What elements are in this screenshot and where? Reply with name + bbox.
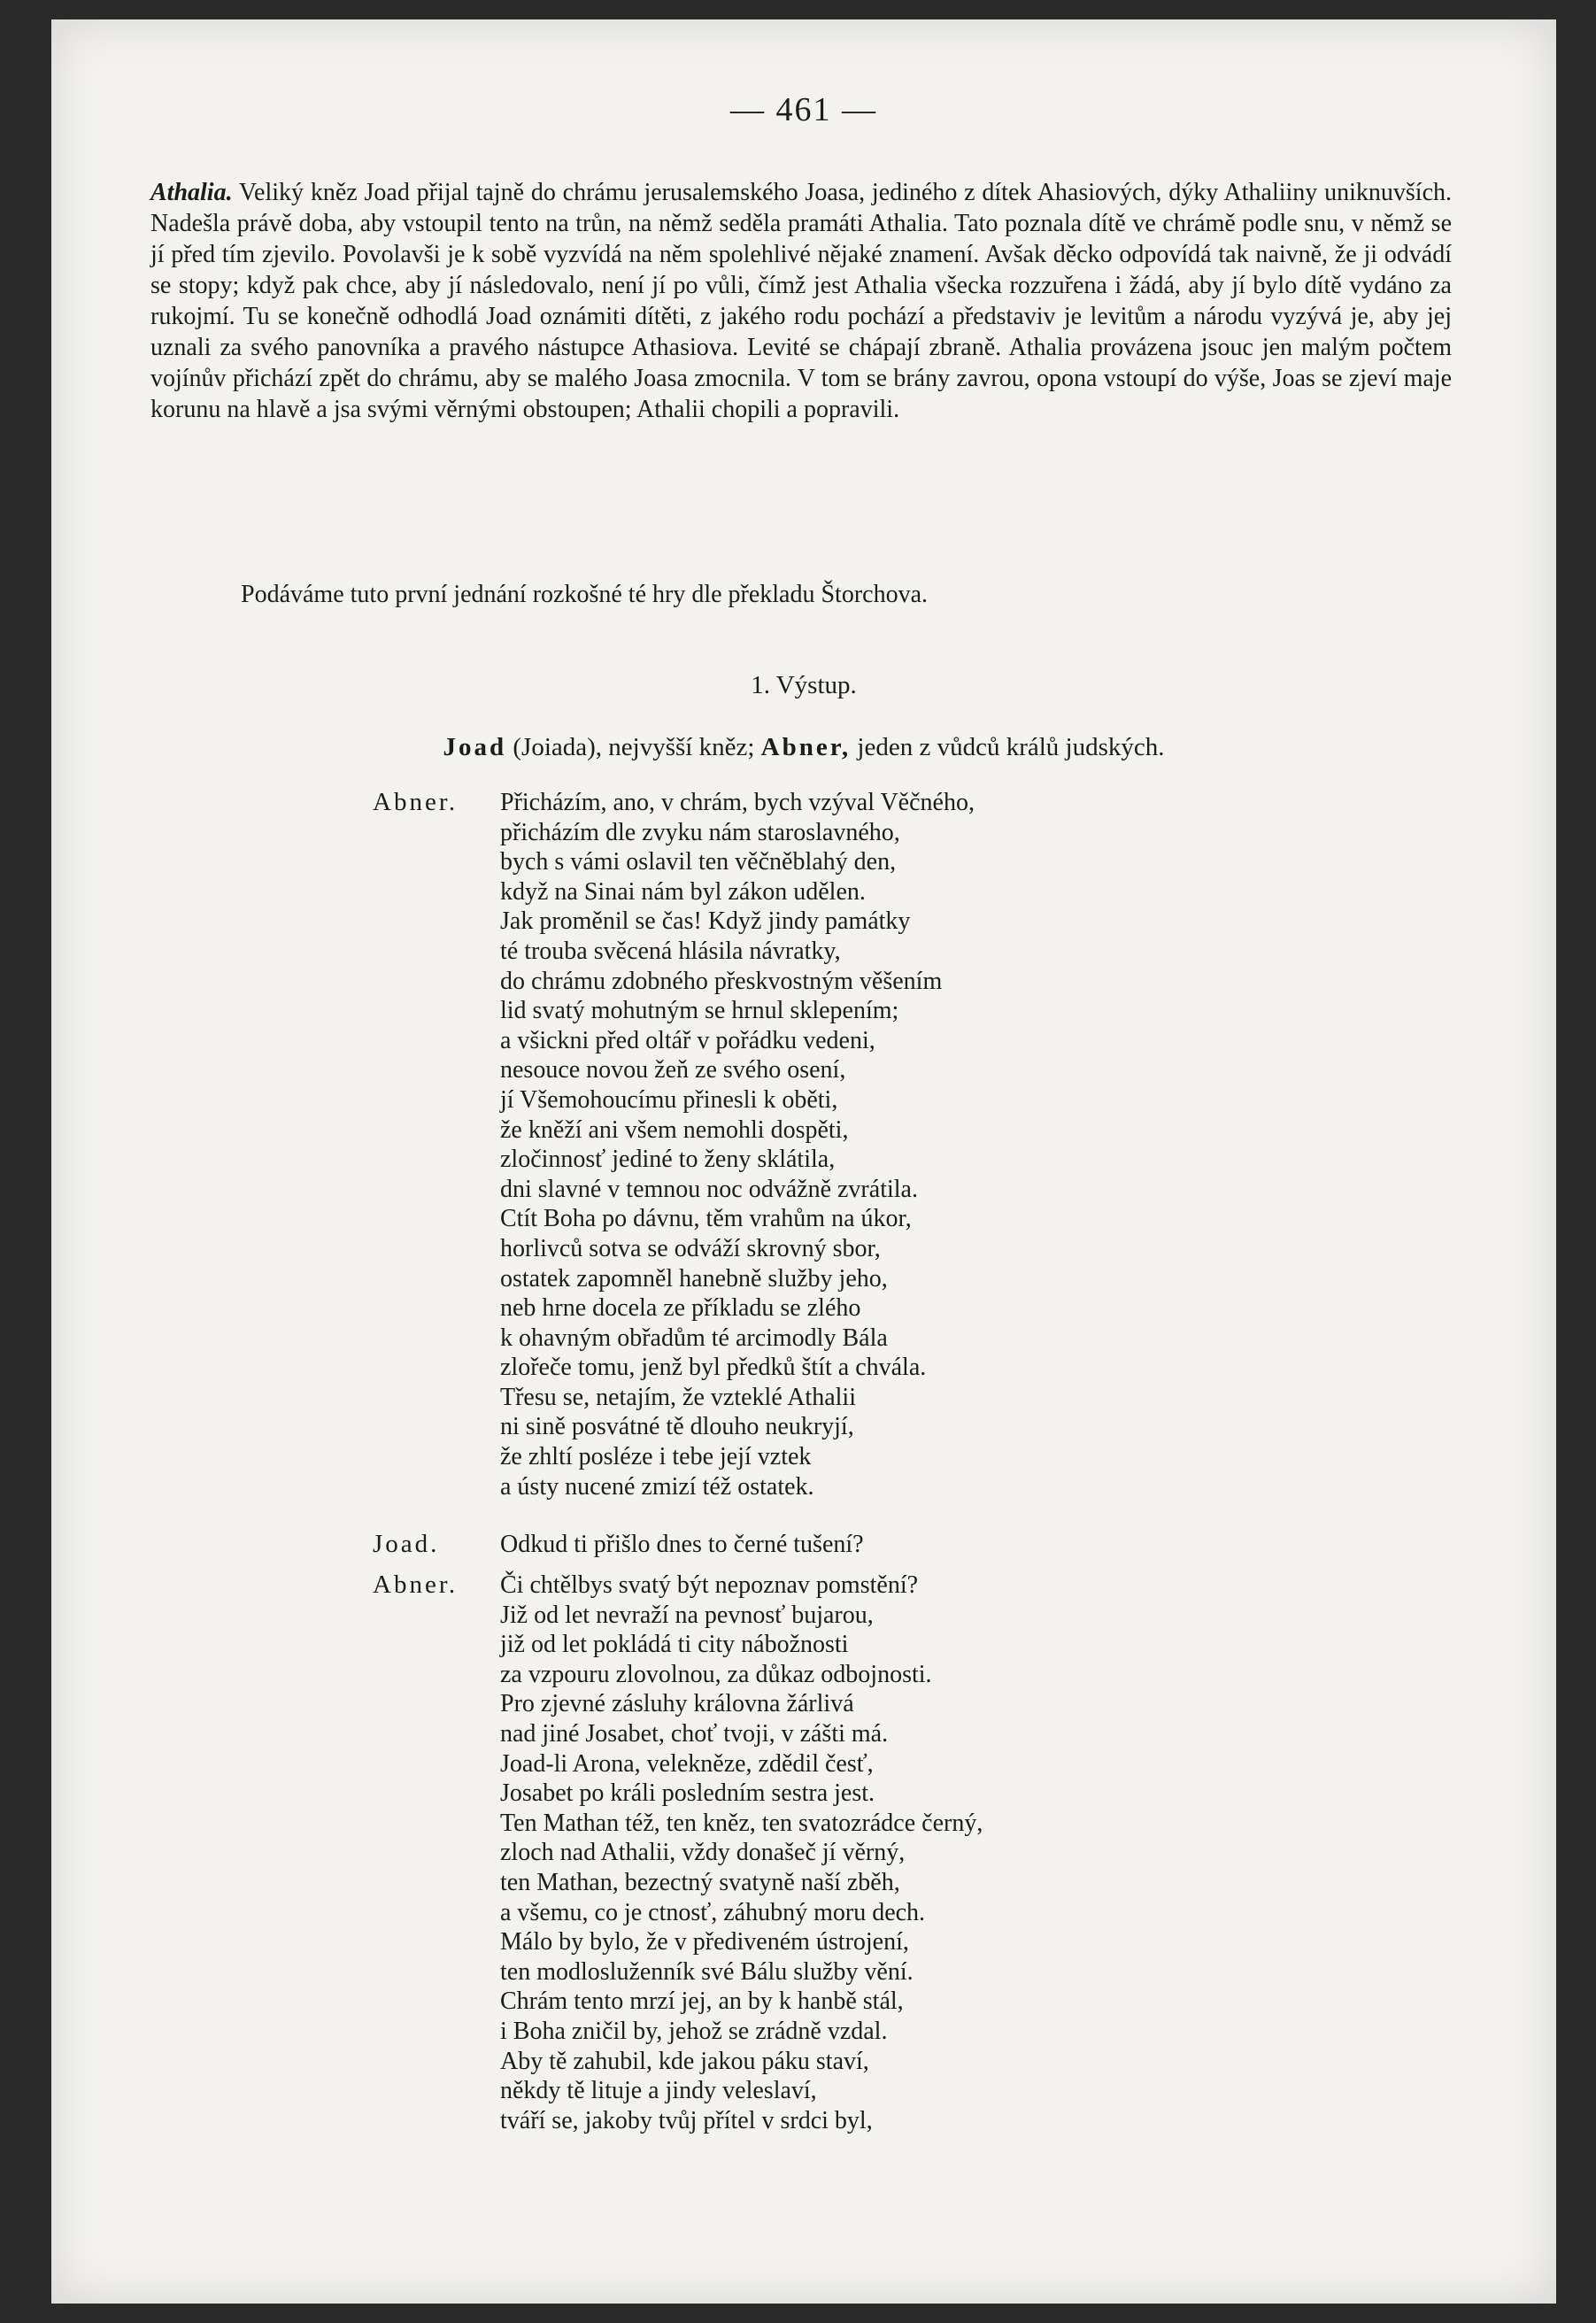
dramatis-personae bbox=[51, 733, 1556, 762]
verse-line: Ten Mathan též, ten kněz, ten svatozrádce černý, bbox=[500, 1809, 983, 1837]
page-number: — 461 — bbox=[730, 91, 877, 128]
verse-line: již od let pokládá ti city nábožnosti bbox=[500, 1631, 849, 1659]
intro-lead: Athalia. bbox=[150, 179, 233, 206]
verse-line: Třesu se, netajím, že vzteklé Athalii bbox=[500, 1383, 856, 1411]
verse-line: zloch nad Athalii, vždy donašeč jí věrný, bbox=[500, 1839, 906, 1867]
verse-line: Chrám tento mrzí jej, an by k hanbě stál, bbox=[500, 1987, 904, 2016]
verse-line: lid svatý mohutným se hrnul sklepením; bbox=[500, 997, 899, 1025]
verse-list bbox=[500, 1571, 983, 2135]
verse-list bbox=[500, 1530, 864, 1560]
verse-line: ten Mathan, bezectný svatyně naší zběh, bbox=[500, 1868, 900, 1896]
verse-line: Jak proměnil se čas! Když jindy památky bbox=[500, 907, 911, 936]
verse-line: ostatek zapomněl hanebně služby jeho, bbox=[500, 1264, 888, 1293]
verse-line: k ohavným obřadům té arcimodly Bála bbox=[500, 1324, 888, 1352]
verse-line: a všickni před oltář v pořádku vedeni, bbox=[500, 1026, 875, 1054]
verse-line: že kněží ani všem nemohli dospěti, bbox=[500, 1115, 849, 1144]
verse-line: nad jiné Josabet, choť tvoji, v zášti má. bbox=[500, 1719, 889, 1748]
verse-line: Již od let nevraží na pevnosť bujarou, bbox=[500, 1601, 874, 1629]
scene-title: 1. Výstup. bbox=[751, 671, 857, 699]
verse-line: bych s vámi oslavil ten věčněblahý den, bbox=[500, 848, 897, 876]
verse-line: tváří se, jakoby tvůj přítel v srdci byl, bbox=[500, 2106, 873, 2134]
verse-line: že zhltí posléze i tebe její vztek bbox=[500, 1443, 812, 1471]
verse-line: Pro zjevné zásluhy královna žárlivá bbox=[500, 1690, 854, 1718]
verse-line: Či chtělbys svatý být nepoznav pomstění? bbox=[500, 1571, 919, 1599]
translation-note: Podáváme tuto první jednání rozkošné té hry dle překladu Štorchova. bbox=[241, 581, 929, 608]
person-joad-note: (Joiada), nejvyšší kněz; bbox=[513, 733, 755, 761]
verse-line: dni slavné v temnou noc odvážně zvrátila. bbox=[500, 1175, 918, 1203]
verse-line: Přicházím, ano, v chrám, bych vzýval Věčného, bbox=[500, 789, 975, 816]
person-joad: Joad bbox=[443, 733, 507, 761]
verse-list bbox=[500, 788, 975, 1501]
verse-line: přicházím dle zvyku nám staroslavného, bbox=[500, 818, 900, 846]
verse-line: Josabet po králi posledním sestra jest. bbox=[500, 1779, 875, 1808]
verse-line: zlořeče tomu, jenž byl předků štít a chvála. bbox=[500, 1354, 927, 1382]
verse-line: horlivců sotva se odváží skrovný sbor, bbox=[500, 1234, 881, 1262]
verse-line: nesouce novou žeň ze svého osení, bbox=[500, 1056, 846, 1084]
verse-line: a ústy nucené zmizí též ostatek. bbox=[500, 1472, 814, 1501]
speaker-label: Joad. bbox=[373, 1530, 440, 1558]
verse-line: Joad-li Arona, velekněze, zdědil česť, bbox=[500, 1749, 874, 1778]
verse-line: té trouba svěcená hlásila návratky, bbox=[500, 937, 841, 965]
verse-line: neb hrne docela ze příkladu se zlého bbox=[500, 1294, 861, 1323]
speaker-label: Abner. bbox=[373, 1571, 459, 1599]
verse-line: a všemu, co je ctnosť, záhubný moru dech. bbox=[500, 1898, 926, 1926]
intro-text: Veliký kněz Joad přijal tajně do chrámu jerusalemského Joasa, jediného z dítek Ahasiových, dýky Athaliiny uniknuvších. Nadešla právě doba, aby vstoupil tento na trůn, na němž seděla pramáti Athalia. Tato poznala dítě ve chrámě podle snu, v němž se jí před tím zjevilo. Povolavši je k sobě vyzvídá na něm spolehlivé nějaké znamení. Avšak děcko odpovídá tak naivně, že ji odvádí se stopy; když pak chce, aby jí následovalo, není jí po vůli, čímž jest Athalia všecka rozzuřena i žádá, aby jí bylo dítě vydáno za rukojmí. Tu se konečně odhodlá Joad oznámiti dítěti, z jakého rodu pochází a představiv je levitům a národu vyzývá je, aby jej uznali za svého panovníka a pravého nástupce Athasiova. Levité se chápají zbraně. Athalia provázena jsouc jen malým počtem vojínův přichází zpět do chrámu, aby se malého Joasa zmocnila. V tom se brány zavrou, opona vstoupí do výše, Joas se zjeví maje korunu na hlavě a jsa svými věrnými obstoupen; Athalii chopili a popravili. bbox=[150, 179, 1452, 423]
verse-line: Aby tě zahubil, kde jakou páku staví, bbox=[500, 2047, 869, 2075]
verse-line: zločinnosť jediné to ženy sklátila, bbox=[500, 1146, 836, 1174]
verse-line: Ctít Boha po dávnu, těm vrahům na úkor, bbox=[500, 1205, 912, 1233]
book-page bbox=[51, 19, 1556, 2304]
verse-line: jí Všemohoucímu přinesli k oběti, bbox=[500, 1085, 838, 1114]
verse-line: ten modlosluženník své Bálu služby vění. bbox=[500, 1957, 914, 1986]
verse-line: Odkud ti přišlo dnes to černé tušení? bbox=[500, 1531, 864, 1558]
verse-line: do chrámu zdobného přeskvostným věšením bbox=[500, 967, 943, 995]
verse-line: Málo by bylo, že v přediveném ústrojení, bbox=[500, 1928, 909, 1956]
verse-line: za vzpouru zlovolnou, za důkaz odbojnosti. bbox=[500, 1660, 932, 1688]
intro-paragraph bbox=[150, 177, 1452, 425]
person-abner-note: jeden z vůdců králů judských. bbox=[857, 733, 1165, 761]
person-abner: Abner, bbox=[760, 733, 852, 761]
verse-line: i Boha zničil by, jehož se zrádně vzdal. bbox=[500, 2017, 888, 2045]
verse-line: někdy tě lituje a jindy veleslaví, bbox=[500, 2077, 817, 2105]
verse-line: ni sině posvátné tě dlouho neukryjí, bbox=[500, 1413, 854, 1441]
verse-line: když na Sinai nám byl zákon udělen. bbox=[500, 877, 866, 906]
speaker-label: Abner. bbox=[373, 788, 459, 816]
